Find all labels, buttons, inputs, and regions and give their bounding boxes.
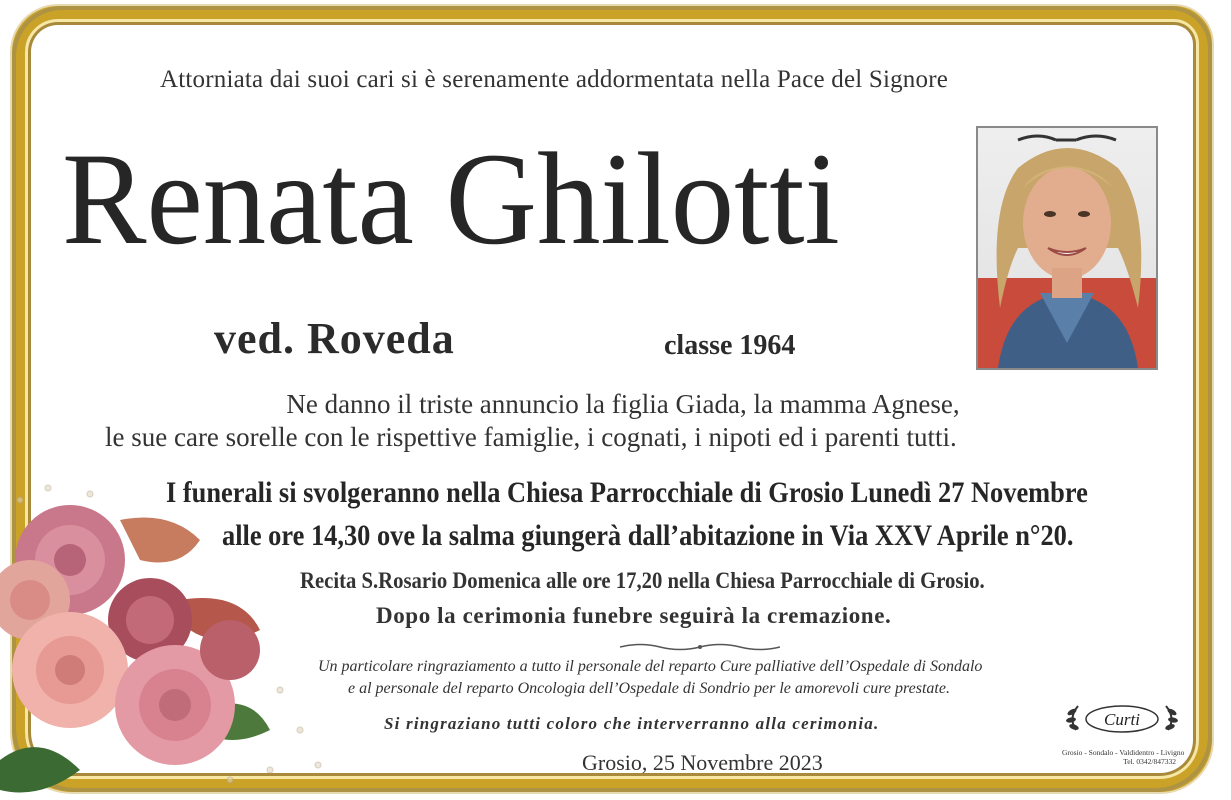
laurel-logo-icon xyxy=(1062,700,1182,738)
thanks-line-2: e al personale del reparto Oncologia dell’Ospedale di Sondrio per le amorevoli cure prestate. xyxy=(348,680,950,697)
married-name: ved. Roveda xyxy=(214,314,455,363)
roses-bouquet-icon xyxy=(0,480,340,800)
intro-text: Attorniata dai suoi cari si è serenamente addormentata nella Pace del Signore xyxy=(160,66,949,93)
rosary-text: Recita S.Rosario Domenica alle ore 17,20 nella Chiesa Parrocchiale di Grosio. xyxy=(300,568,985,593)
announcement-line-2: le sue care sorelle con le rispettive famiglie, i cognati, i nipoti ed i parenti tutti. xyxy=(105,422,957,452)
cremation-text: Dopo la cerimonia funebre seguirà la cremazione. xyxy=(376,603,892,628)
funeral-line-2: alle ore 14,30 ove la salma giungerà dall’abitazione in Via XXV Aprile n°20. xyxy=(222,519,1074,552)
place-date: Grosio, 25 Novembre 2023 xyxy=(582,750,823,775)
thanks-line-1: Un particolare ringraziamento a tutto il personale del reparto Cure palliative dell’Ospedale di Sondalo xyxy=(318,658,983,675)
deceased-name: Renata Ghilotti xyxy=(62,125,840,272)
divider-ornament-icon xyxy=(620,642,780,652)
birth-year: classe 1964 xyxy=(664,330,796,361)
announcement-line-1: Ne danno il triste annuncio la figlia Giada, la mamma Agnese, xyxy=(286,389,960,419)
funeral-home-logo xyxy=(1062,700,1185,772)
logo-tel: Tel. 0342/847332 xyxy=(1123,757,1176,766)
thanks-line-3: Si ringraziano tutti coloro che interverranno alla cerimonia. xyxy=(384,714,880,733)
logo-towns: Grosio - Sondalo - Valdidentro - Livigno xyxy=(1062,748,1185,757)
logo-brand: Curti xyxy=(1104,710,1140,729)
funeral-line-1: I funerali si svolgeranno nella Chiesa Parrocchiale di Grosio Lunedì 27 Novembre xyxy=(166,476,1088,509)
portrait-photo xyxy=(976,126,1158,370)
